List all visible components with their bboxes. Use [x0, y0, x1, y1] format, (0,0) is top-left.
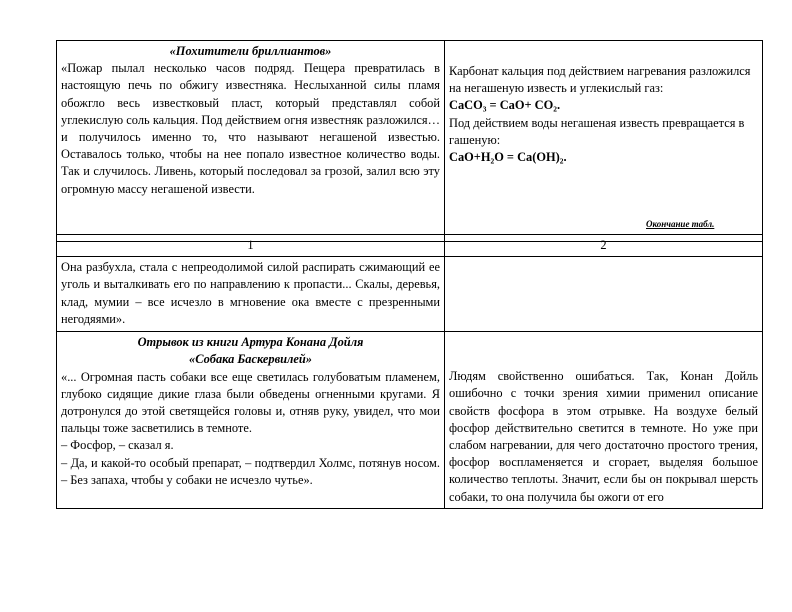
story-title: «Собака Баскервилей» [189, 352, 312, 367]
story-text: – Фосфор, – сказал я. [61, 438, 174, 453]
explanation-text: Карбонат кальция под действием нагревания разложился на негашеную известь и углекислый газ: [449, 64, 751, 96]
story-text: – Да, и какой-то особый препарат, – подтвердил Холмс, потянув носом. – Без запаха, чтобы у собаки не исчезло чутье». [61, 455, 440, 487]
explanation-cell [445, 41, 763, 242]
column-number: 2 [445, 235, 763, 257]
explanation-text: Под действием воды негашеная известь превращается в гашеную: [449, 115, 745, 147]
empty-cell [445, 257, 763, 332]
table-row [57, 332, 763, 509]
story-title: «Похитители бриллиантов» [169, 44, 332, 58]
table-header-row [57, 235, 763, 257]
table-part-1 [56, 40, 763, 242]
story-text: «... Огромная пасть собаки все еще светилась голубоватым пламенем, глубоко сидящие дикие глаза были обведены огненными кругами. Я дотронулся до этой светящейся головы и, отняв руку, увидел, что мои пальцы тоже засветились в темноте. [61, 369, 440, 436]
explanation-cell [445, 332, 763, 509]
table-row [57, 257, 763, 332]
table-caption: Окончание табл. [646, 219, 715, 229]
column-number: 1 [57, 235, 445, 257]
story-text: «Пожар пылал несколько часов подряд. Пещера превратилась в настоящую печь по обжигу известняка. Неслыханной силы пламя обожгло весь известковый пласт, который представлял собой углекислую соль кальция. Под действием огня известняк разложился… и получилось именно то, что называют негашеной известью. Оставалось только, чтобы на нее попало известное количество воды. Так и случилось. Ливень, который последовал за грозой, залил всю эту огромную массу негашеной извести. [61, 61, 440, 196]
reaction-equation: CaCO₃ = CaO+ CO₂. [449, 98, 561, 113]
table-row [57, 41, 763, 242]
table-part-2 [56, 234, 763, 509]
story-cell [57, 257, 445, 332]
explanation-text: Людям свойственно ошибаться. Так, Конан Дойль ошибочно с точки зрения химии применил описание свойств фосфора в этом отрывке. На воздухе белый фосфор действительно светится в темноте. Но уже при слабом нагревании, для чего достаточно простого трения, фосфор воспламеняется и сгорает, выделяя большое количество теплоты. Значит, если бы он покрывал шерсть собаки, то она получила бы ожоги от его [449, 369, 758, 504]
story-text: Она разбухла, стала с непреодолимой силой распирать сжимающий ее уголь и выталкивать его по направлению к пропасти... Скалы, деревья, клад, мумии – все исчезло в мгновение ока вместе с презренными негодяями». [61, 260, 440, 326]
reaction-equation: CaO+H₂O = Ca(OH)₂. [449, 150, 567, 165]
story-title: Отрывок из книги Артура Конана Дойля [137, 335, 364, 350]
story-cell [57, 41, 445, 242]
story-cell [57, 332, 445, 509]
